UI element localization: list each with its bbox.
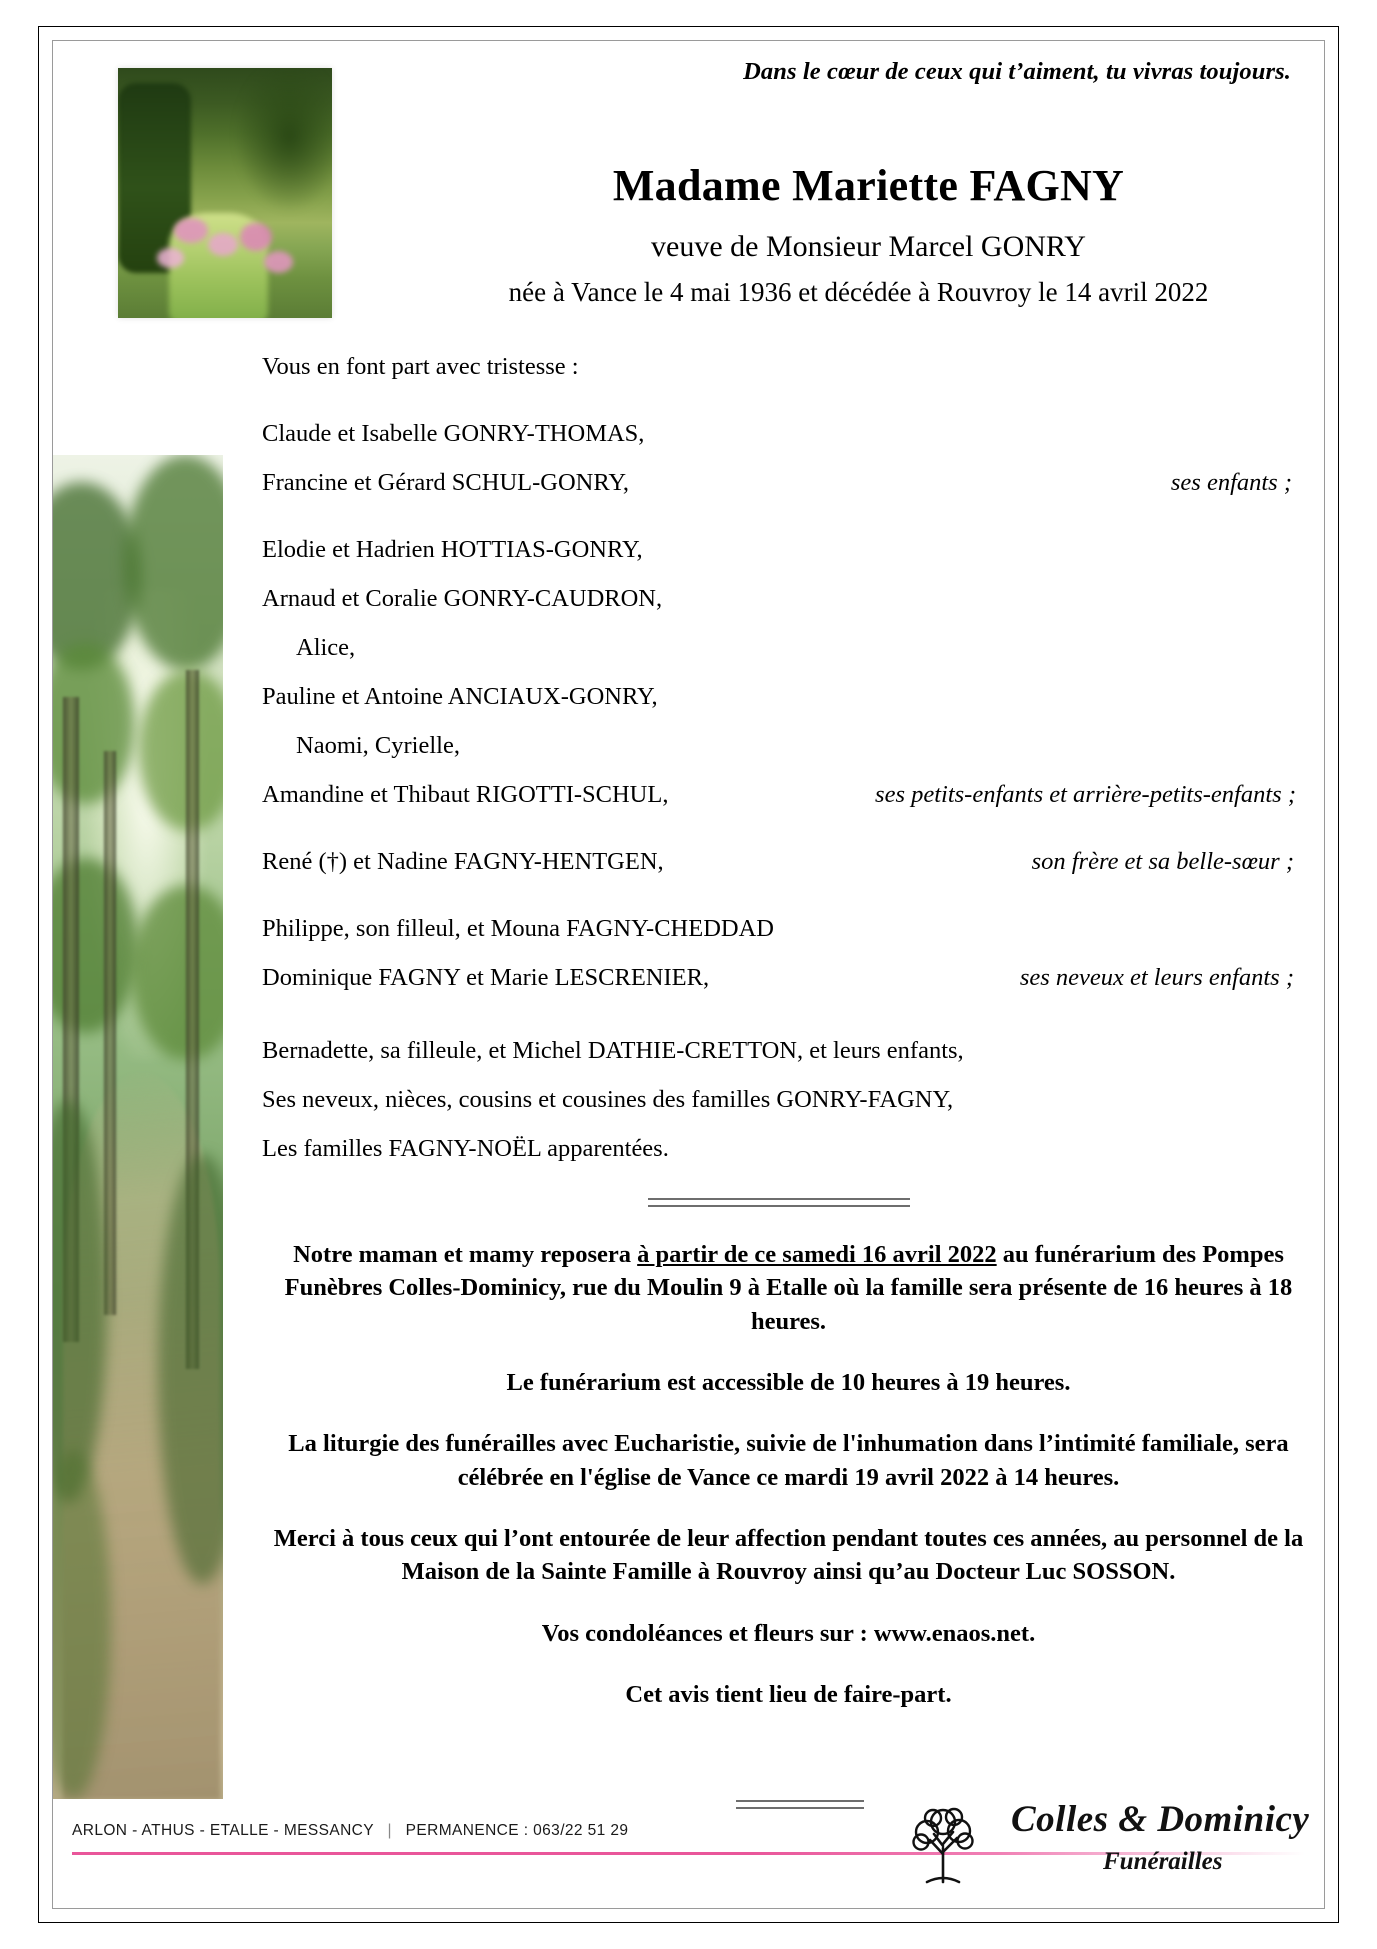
garden-tree (234, 68, 332, 213)
family-row (262, 538, 1302, 587)
family-row (262, 917, 1302, 966)
family-names: Dominique FAGNY et Marie LESCRENIER, (262, 964, 710, 991)
funeral-home-brand (871, 1790, 1311, 1902)
deceased-name: Madame Mariette FAGNY (612, 161, 1125, 210)
family-role: ses enfants ; (1170, 469, 1292, 496)
family-names: Ses neveux, nièces, cousins et cousines des familles GONRY-FAGNY, (262, 1086, 954, 1113)
family-row (262, 1137, 1302, 1186)
garden-flower (174, 218, 208, 243)
family-names: Naomi, Cyrielle, (296, 732, 460, 759)
permanence-phone[interactable]: 063/22 51 29 (533, 1822, 629, 1839)
garden-flower (240, 223, 272, 251)
forest-path-photo (53, 455, 223, 1799)
birth-death-line: née à Vance le 4 mai 1936 et décédée à Rouvroy le 14 avril 2022 (508, 277, 1209, 307)
family-row (262, 422, 1302, 471)
garden-flower (208, 233, 238, 256)
family-row (262, 1088, 1302, 1137)
family-row (262, 966, 1302, 1015)
condolences-link[interactable]: Vos condoléances et fleurs sur : www.enaos.net. (541, 1619, 1036, 1647)
family-names: Elodie et Hadrien HOTTIAS-GONRY, (262, 536, 643, 563)
ceremony-details (248, 1238, 1329, 1711)
family-row (262, 636, 1302, 685)
family-role: ses petits-enfants et arrière-petits-enfants ; (875, 781, 1296, 808)
repose-text-start: Notre maman et mamy reposera (293, 1241, 638, 1268)
family-row (262, 587, 1302, 636)
family-announcement (262, 355, 1302, 1186)
family-names: Claude et Isabelle GONRY-THOMAS, (262, 420, 645, 447)
family-row (262, 685, 1302, 734)
funerarium-access: Le funérarium est accessible de 10 heures à 19 heures. (506, 1368, 1071, 1396)
family-names: Philippe, son filleul, et Mouna FAGNY-CHEDDAD (262, 915, 774, 942)
tree-logo-icon (897, 1796, 989, 1888)
section-divider (648, 1198, 910, 1207)
family-row (262, 783, 1302, 832)
family-names: René (†) et Nadine FAGNY-HENTGEN, (262, 848, 664, 875)
garden-photo (118, 68, 332, 318)
brand-subtitle: Funérailles (1103, 1848, 1223, 1875)
thanks-message: Merci à tous ceux qui l’ont entourée de leur affection pendant toutes ces années, au personnel de la Maison de la Sainte Famille à Rouvroy ainsi qu’au Docteur Luc SOSSON. (273, 1524, 1304, 1586)
memorial-quote: Dans le cœur de ceux qui t’aiment, tu vivras toujours. (743, 58, 1291, 85)
family-names: Alice, (296, 634, 356, 661)
repose-date-underlined: à partir de ce samedi 16 avril 2022 (637, 1241, 997, 1268)
footer-divider (736, 1800, 864, 1809)
brand-name: Colles & Dominicy (1011, 1799, 1310, 1840)
family-row (262, 734, 1302, 783)
family-role: ses neveux et leurs enfants ; (1019, 964, 1294, 991)
tree-trunk (104, 751, 116, 1315)
garden-flower (157, 248, 185, 268)
liturgy-info: La liturgie des funérailles avec Eucharistie, suivie de l'inhumation dans l’intimité familiale, sera célébrée en l'église de Vance ce mardi 19 avril 2022 à 14 heures. (288, 1430, 1289, 1491)
family-row (262, 471, 1302, 520)
family-role: son frère et sa belle-sœur ; (1031, 848, 1294, 875)
family-row (262, 1039, 1302, 1088)
family-names: Arnaud et Coralie GONRY-CAUDRON, (262, 585, 663, 612)
announcement-intro: Vous en font part avec tristesse : (262, 353, 579, 380)
family-names: Les familles FAGNY-NOËL apparentées. (262, 1135, 669, 1162)
family-names: Pauline et Antoine ANCIAUX-GONRY, (262, 683, 658, 710)
footer-separator: | (387, 1822, 392, 1839)
garden-flower (264, 251, 294, 274)
repose-text-end: au funérarium des Pompes Funèbres Colles-Dominicy, rue du Moulin 9 à Etalle où la famille sera présente de 16 heures à 18 heures. (284, 1241, 1293, 1335)
spouse-line: veuve de Monsieur Marcel GONRY (651, 230, 1086, 263)
family-names: Amandine et Thibaut RIGOTTI-SCHUL, (262, 781, 669, 808)
announcement-intro-row (262, 355, 1302, 404)
family-names: Bernadette, sa filleule, et Michel DATHIE-CRETTON, et leurs enfants, (262, 1037, 964, 1064)
permanence-label: PERMANENCE : (405, 1822, 529, 1839)
repose-paragraph (248, 1238, 1329, 1338)
family-names: Francine et Gérard SCHUL-GONRY, (262, 469, 629, 496)
family-row (262, 850, 1302, 899)
footer-contact (72, 1822, 628, 1840)
footer-towns: ARLON - ATHUS - ETALLE - MESSANCY (72, 1822, 374, 1839)
notice-statement: Cet avis tient lieu de faire-part. (625, 1680, 952, 1708)
